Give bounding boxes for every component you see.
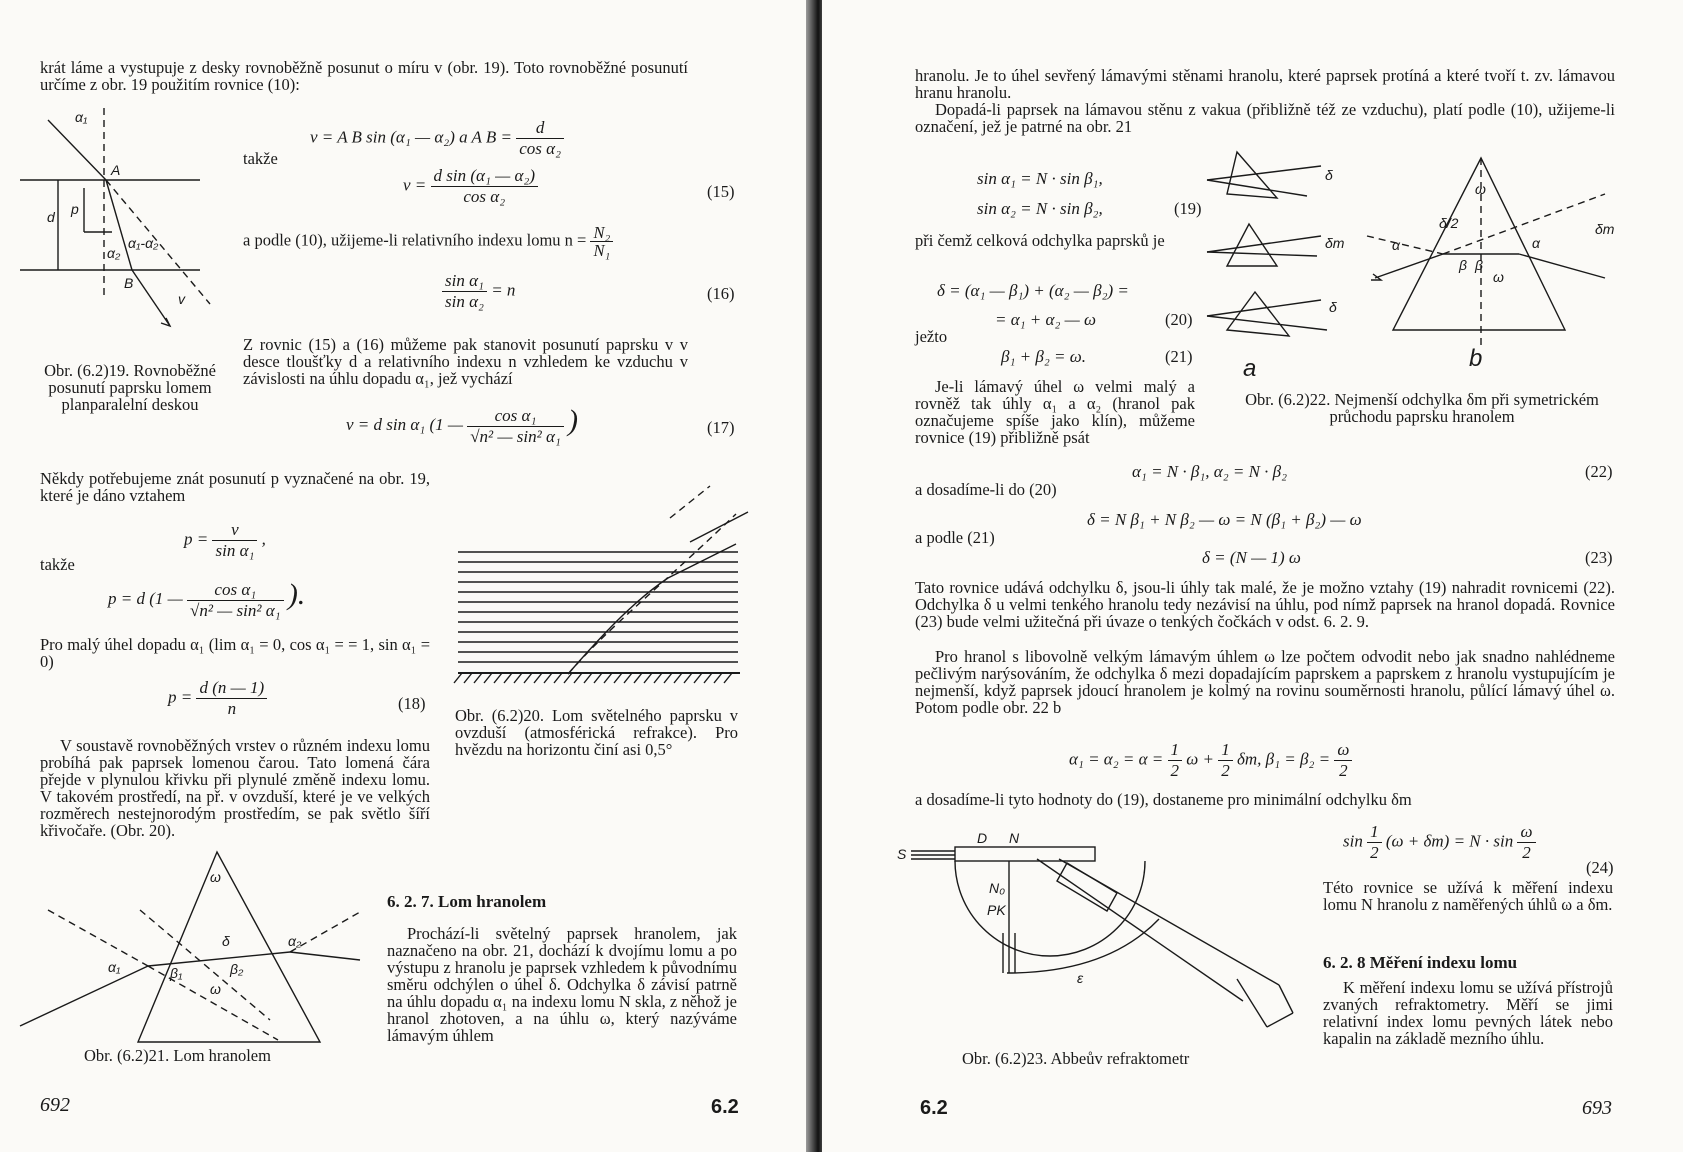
equation-21-number: (21) (1165, 347, 1193, 366)
fig20-ground-hatch (554, 673, 562, 683)
fig20-ground-hatch (694, 673, 702, 683)
equation-20-number: (20) (1165, 310, 1193, 329)
fig20-ground-hatch (514, 673, 522, 683)
fig22-label-delta-half: δ/2 (1439, 215, 1459, 231)
fig20-ground-hatch (634, 673, 642, 683)
fig23-label-N0: N₀ (989, 880, 1006, 896)
equation-p: p = $\frac{v}{\text{sin α₁}}$ , (184, 520, 266, 560)
fig20-ground-hatch (564, 673, 572, 683)
fig22-label-beta-right: β (1475, 257, 1483, 273)
paragraph-pro-hranol: Pro hranol s libovolně velkým lámavým úhlem ω lze počtem odvodit nebo jak snadno nahlédneme pečlivým narýsováním, že odchylka δ mezi dopadajícím paprskem a paprskem z hranolu vystupujícím je nejmenší, když paprsek jdoucí hranolem je kolmý na rovinu souměrnosti hranolu, půlící lámavý úhel ω. Potom podle obr. 22 b (915, 647, 1615, 717)
equation-16: $\frac{\text{sin α₁}}{\text{sin α₂}}$ = n (442, 271, 515, 312)
fig20-ground-hatch (724, 673, 732, 683)
equation-19b: sin α₂ = N · sin β₂, (977, 199, 1103, 218)
fig22-label-delta-m: δm (1325, 235, 1345, 251)
fig22-label-delta-bottom: δ (1329, 299, 1337, 315)
figure-23-abbe-refractometer (897, 823, 1297, 1048)
fig21-label-alpha2: α₂ (288, 933, 302, 949)
fig20-ground-hatch (704, 673, 712, 683)
figure-22-minimum-deviation (1207, 140, 1647, 382)
figure-19-plate-displacement (20, 108, 220, 338)
fig20-ground-hatch (614, 673, 622, 683)
fig19-label-d: d (47, 209, 55, 225)
figure-23-caption: Obr. (6.2)23. Abbeův refraktometr (962, 1049, 1190, 1068)
fig19-label-B: B (124, 275, 134, 291)
fig22-label-omega-inner: ω (1493, 269, 1504, 285)
paragraph-nekdy: Někdy potřebujeme znát posunutí p vyznačené na obr. 19, které je dáno vztahem (40, 469, 430, 505)
fig20-ground-hatch (504, 673, 512, 683)
fig20-ground-hatch (624, 673, 632, 683)
equation-15: v = $\frac{\text{d sin (α₁ — α₂)}}{\text{cos α₂}}$ (403, 166, 538, 207)
paragraph-dosadime-2: a dosadíme-li tyto hodnoty do (19), dostaneme pro minimální odchylku δm (915, 790, 1412, 809)
fig22-label-b: b (1469, 345, 1483, 372)
fig23-label-PK: PK (987, 902, 1006, 918)
fig20-ground-hatch (714, 673, 722, 683)
equation-23-number: (23) (1585, 548, 1613, 567)
fig20-ground-hatch (594, 673, 602, 683)
fig22-label-omega: ω (1475, 181, 1486, 197)
page-number-right: 693 (1582, 1097, 1612, 1119)
fig20-ground-hatch (534, 673, 542, 683)
section-heading-628: 6. 2. 8 Měření indexu lomu (1323, 953, 1518, 972)
equation-21: β₁ + β₂ = ω. (1001, 347, 1086, 366)
fig22-label-beta-left: β (1459, 257, 1467, 273)
fig20-ground-hatch (684, 673, 692, 683)
equation-22: α₁ = N · β₁, α₂ = N · β₂ (1132, 462, 1288, 481)
equation-24: sin $\frac{1}{2}$ (ω + δm) = N · sin $\frac{\omega}{2}$ (1343, 822, 1536, 863)
figure-21-caption: Obr. (6.2)21. Lom hranolem (84, 1046, 271, 1065)
paragraph-hranolu: hranolu. Je to úhel sevřený lámavými stěnami hranolu, které paprsek protíná a které tvoří t. zv. lámavou hranu hranolu. (915, 66, 1615, 102)
left-page (0, 0, 812, 1152)
paragraph-teto: Této rovnice se užívá k měření indexu lomu N hranolu z naměřených úhlů ω a δm. (1323, 878, 1613, 914)
fig21-label-omega: ω (210, 869, 221, 885)
paragraph-pri-cemz: při čemž celková odchylka paprsků je (915, 231, 1165, 250)
fig21-label-alpha1: α₁ (108, 959, 121, 975)
fig19-label-alpha2: α₂ (107, 245, 121, 261)
fig19-label-alpha-diff: α₁-α₂ (128, 235, 159, 251)
fig20-ground-hatch (664, 673, 672, 683)
fig20-ground-hatch (654, 673, 662, 683)
equation-19a: sin α₁ = N · sin β₁, (977, 169, 1103, 188)
fig21-label-omega-inner: ω (210, 981, 221, 997)
fig23-label-N: N (1009, 830, 1020, 846)
fig22-label-a: a (1243, 355, 1257, 382)
fig20-ground-hatch (494, 673, 502, 683)
fig23-label-S: S (897, 846, 907, 862)
paragraph-z-rovnic: Z rovnic (15) a (16) můžeme pak stanovit posunutí paprsku v v desce tloušťky d a relativního indexu n vzhledem ke vzduchu v závislosti na úhlu dopadu α₁, jež vychází (243, 335, 688, 388)
fig22-label-alpha-right: α (1532, 235, 1540, 251)
figure-19-caption: Obr. (6.2)19. Rovnoběžné posunutí paprsku lomem planparalelní deskou (44, 361, 216, 414)
fig22-label-alpha-left: α (1392, 237, 1400, 253)
equation-15-number: (15) (707, 182, 735, 201)
equation-24-number: (24) (1586, 858, 1614, 877)
equation-20a: δ = (α₁ — β₁) + (α₂ — β₂) = (937, 281, 1129, 300)
word-takze-1: takže (243, 149, 278, 168)
fig21-label-beta1: β₁ (170, 965, 183, 981)
equation-symmetric: α₁ = α₂ = α = $\frac{1}{2}$ ω + $\frac{1}{2}$ δm, β₁ = β₂ = $\frac{\omega}{2}$ (1069, 740, 1352, 781)
section-number-left: 6.2 (711, 1096, 739, 1118)
equation-18: p = $\frac{d (n — 1)}{n}$ (168, 678, 267, 719)
fig21-label-delta: δ (222, 933, 230, 949)
fig21-label-beta2: β₂ (230, 961, 244, 977)
section-heading-627: 6. 2. 7. Lom hranolem (387, 892, 547, 911)
fig20-ground-hatch (474, 673, 482, 683)
equation-20b: = α₁ + α₂ — ω (995, 310, 1096, 329)
paragraph-podle-21: a podle (21) (915, 528, 995, 547)
paragraph-soustave-a: V soustavě rovnoběžných vrstev o různém indexu lomu probíhá pak paprsek lomenou čarou. Tato lomená čára přejde v plynulou křivku při plynulé změně indexu lomu. V takovém prostředí, na př. v ovzduší, které je ve velkých rozměrech nestejnorodým prostředím, se pak světlo šíří křivočaře. (Obr. 20). (40, 736, 430, 840)
paragraph-k-mereni: K měření indexu lomu se užívá přístrojů zvaných refraktometry. Měří se jimi relativní index lomu pevných látek nebo kapalin na základě mezního úhlu. (1323, 978, 1613, 1048)
fig19-label-v: v (178, 291, 185, 307)
paragraph-podle: a podle (10), užijeme-li relativního indexu lomu n = $\frac{\text{N₂}}{\text{N₁}}$ (243, 224, 613, 259)
fig22-label-delta-m-b: δm (1595, 221, 1615, 237)
section-number-right: 6.2 (920, 1097, 948, 1119)
fig22-label-delta-top: δ (1325, 167, 1333, 183)
page-number-left: 692 (40, 1094, 70, 1116)
paragraph-jeli: Je-li lámavý úhel ω velmi malý a rovněž tak úhly α₁ a α₂ (hranol pak označujeme spíše jako klín), můžeme rovnice (19) přibližně psát (915, 377, 1195, 447)
fig20-ground-hatch (484, 673, 492, 683)
equation-17: v = d sin α₁ (1 — $\frac{\text{cos α₁}}{\text{√n² — sin² α₁}}$ ) (346, 404, 579, 446)
equation-delta: δ = N β₁ + N β₂ — ω = N (β₁ + β₂) — ω (1087, 510, 1362, 529)
paragraph-maly: Pro malý úhel dopadu α₁ (lim α₁ = 0, cos α₁ = = 1, sin α₁ = 0) (40, 635, 430, 671)
paragraph-intro: krát láme a vystupuje z desky rovnoběžně posunut o míru v (obr. 19). Toto rovnoběžné posunutí určíme z obr. 19 použitím rovnice (10): (40, 58, 688, 94)
equation-18-number: (18) (398, 694, 426, 713)
figure-20-atmospheric-refraction (458, 478, 738, 688)
word-takze-2: takže (40, 555, 75, 574)
fig19-label-A: A (111, 162, 121, 178)
equation-16-number: (16) (707, 284, 735, 303)
equation-19-number: (19) (1174, 199, 1202, 218)
equation-p2: p = d (1 — $\frac{\text{cos α₁}}{\text{√n² — sin² α₁}}$ ). (108, 578, 306, 620)
paragraph-dopada: Dopadá-li paprsek na lámavou stěnu z vakua (přibližně též ze vzduchu), platí podle (10), užijeme-li označení, jež je patrné na obr. 21 (915, 100, 1615, 136)
fig23-label-D: D (977, 830, 988, 846)
paragraph-dosadime: a dosadíme-li do (20) (915, 480, 1057, 499)
paragraph-tato: Tato rovnice udává odchylku δ, jsou-li úhly tak malé, že je možno vztahy (19) nahradit rovnicemi (22). Odchylka δ u velmi tenkého hranolu tedy nezávisí na úhlu, pod nímž paprsek na hranol dopadá. Rovnice (23) bude velmi užitečná při úvaze o tenkých čočkách v odst. 6. 2. 9. (915, 578, 1615, 631)
word-jezto: ježto (915, 327, 948, 346)
fig20-ground-hatch (644, 673, 652, 683)
fig20-ground-hatch (454, 673, 462, 683)
figure-21-prism-refraction (20, 850, 380, 1050)
fig20-ground-hatch (604, 673, 612, 683)
fig19-label-p: p (71, 201, 79, 217)
fig20-ground-hatch (674, 673, 682, 683)
right-page (822, 0, 1683, 1152)
fig20-ground-hatch (574, 673, 582, 683)
equation-23: δ = (N — 1) ω (1202, 548, 1301, 567)
fig20-ground-hatch (584, 673, 592, 683)
fig23-label-epsilon: ε (1077, 970, 1084, 986)
equation-22-number: (22) (1585, 462, 1613, 481)
figure-22-caption: Obr. (6.2)22. Nejmenší odchylka δm při symetrickém průchodu paprsku hranolem (1245, 390, 1599, 426)
paragraph-prochazi: Prochází-li světelný paprsek hranolem, jak naznačeno na obr. 21, dochází k dvojímu lomu a po výstupu z hranolu je paprsek vzhledem k původnímu směru odchýlen o úhel δ. Odchylka δ závisí patrně na úhlu dopadu α₁ na indexu lomu N skla, z něhož je hranol zhotoven, a na úhlu ω, který nazýváme lámavým úhlem (387, 924, 737, 1045)
fig20-ground-hatch (544, 673, 552, 683)
equation-17-number: (17) (707, 418, 735, 437)
fig20-ground-hatch (524, 673, 532, 683)
equation-v-ab: v = A B sin (α₁ — α₂) a A B = $\frac{d}{\text{cos α₂}}$ (310, 118, 564, 159)
fig20-ground-hatch (464, 673, 472, 683)
fig19-label-alpha1: α₁ (75, 109, 88, 125)
figure-20-caption: Obr. (6.2)20. Lom světelného paprsku v ovzduší (atmosférická refrakce). Pro hvězdu na horizontu činí asi 0,5° (455, 706, 738, 759)
